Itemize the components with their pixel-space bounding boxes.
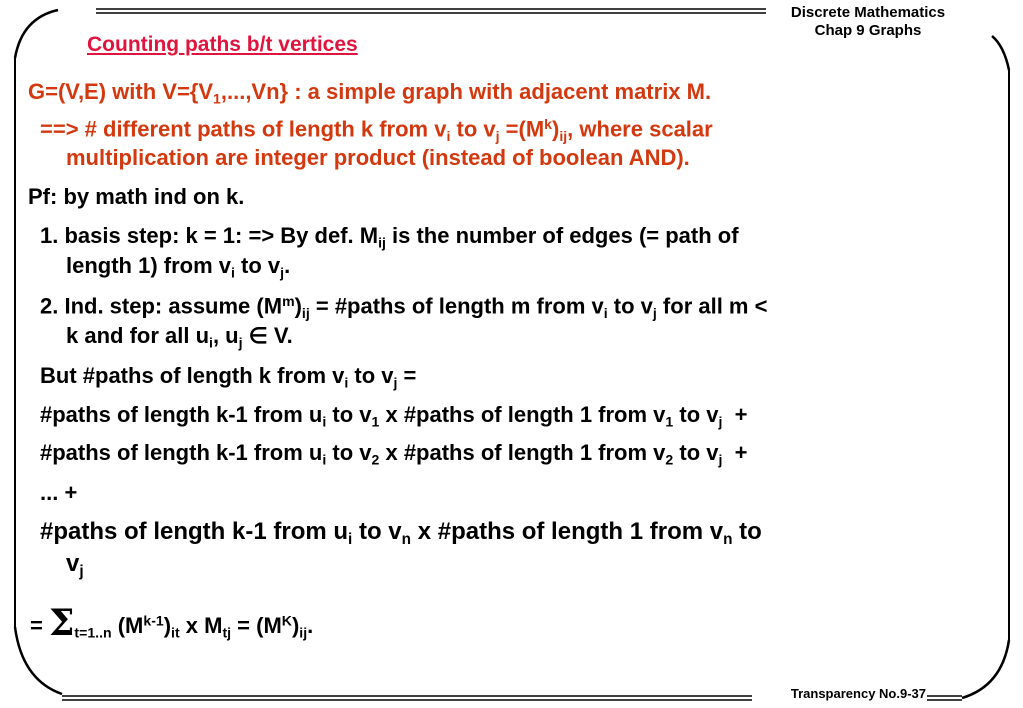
header-course: Discrete Mathematics (790, 4, 946, 21)
proof-heading: Pf: by math ind on k. (28, 184, 245, 209)
induction-step-line-2: k and for all $u_i$, $u_j$ ∈ V. (66, 323, 293, 351)
conclusion-formula: = $\Sigma_{t=1..n}$ $(M^{k-1})_{it}$ x $M_{tj} = (M^K)_{ij}$. (30, 602, 314, 644)
induction-step-line-1: 2. Ind. step: assume $(M^m)_{ij}$ = #paths of length m from $v_i$ to $v_j$ for all m < (40, 293, 768, 322)
basis-step-line-1: 1. basis step: k = 1: => By def. $M_{ij}$ is the number of edges (= path of (40, 223, 739, 251)
sum-term-n-line-2: $v_j$ (66, 550, 84, 580)
basis-step-line-2: length 1) from $v_i$ to $v_j$. (66, 253, 291, 281)
paths-statement: But #paths of length k from $v_i$ to $v_j$ = (40, 363, 417, 391)
slide-title: Counting paths b/t vertices (87, 33, 358, 56)
theorem-line-1: ==> # different paths of length k from $v_i$ to $v_j =(M^k)_{ij}$, where scalar (40, 116, 713, 145)
sum-term-2: #paths of length k-1 from $u_i$ to $v_2$ x #paths of length 1 from $v_2$ to $v_j$ + (40, 440, 748, 468)
definition-line: G=(V,E) with $V=\{V_1,...,Vn\}$ : a simple graph with adjacent matrix M. (28, 79, 712, 107)
header-title (768, 4, 968, 40)
theorem-line-2: multiplication are integer product (instead of boolean AND). (66, 145, 690, 170)
footer-transparency-number: Transparency No.9-37 (790, 686, 926, 701)
sum-term-1: #paths of length k-1 from $u_i$ to $v_1$ x #paths of length 1 from $v_1$ to $v_j$ + (40, 402, 748, 430)
sum-term-n-line-1: #paths of length k-1 from $u_i$ to $v_n$ x #paths of length 1 from $v_n$ to (40, 518, 762, 548)
header-chapter: Chap 9 Graphs (814, 22, 922, 39)
ellipsis-line: ... + (40, 480, 78, 505)
